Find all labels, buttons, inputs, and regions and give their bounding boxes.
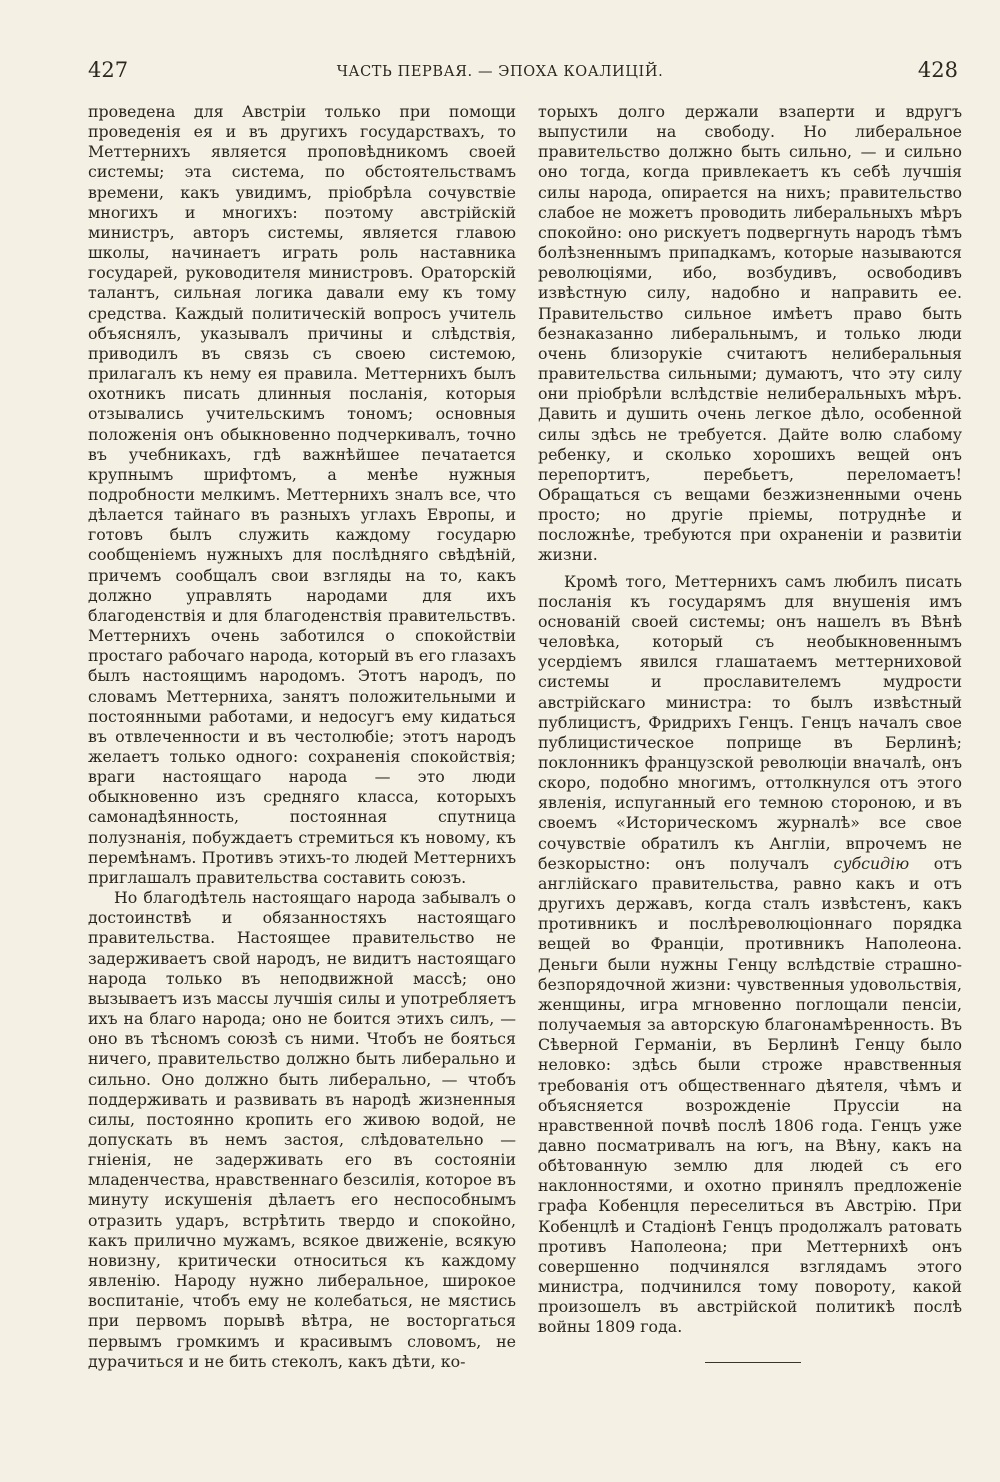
right-column — [538, 102, 962, 1338]
paragraph: торыхъ долго держали взаперти и вдругъ выпустили на свободу. Но либеральное правительство должно быть сильно, — и сильно оно тогда, когда привлекаетъ къ себѣ лучшія силы народа, опирается на нихъ; правительство слабое не можетъ проводить либеральныхъ мѣръ спокойно: оно рискуетъ подвергнуть народъ тѣмъ болѣзненнымъ припадкамъ, которые называются революціями, ибо, возбудивъ, освободивъ извѣстную силу, надобно и направить ее. Правительство сильное имѣетъ право быть безнаказанно либеральнымъ, и только люди очень близорукіе считаютъ нелиберальныя правительства сильными; думаютъ, что эту силу они пріобрѣли вслѣдствіе нелиберальныхъ мѣръ. Давить и душить очень легкое дѣло, особенной силы здѣсь не требуется. Дайте волю слабому ребенку, и сколько хорошихъ вещей онъ перепортитъ, перебьетъ, переломаетъ! Обращаться съ вещами безжизненными очень просто; но другіе пріемы, потруднѣе и посложнѣе, требуются при охраненіи и развитіи жизни. — [538, 102, 962, 565]
running-title: ЧАСТЬ ПЕРВАЯ. — ЭПОХА КОАЛИЦІЙ. — [336, 64, 664, 80]
section-end-rule — [705, 1362, 801, 1363]
paragraph: проведена для Австріи только при помощи проведенія ея и въ другихъ государствахъ, то Меттернихъ является проповѣдникомъ своей системы; эта система, по обстоятельствамъ времени, какъ увидимъ, пріобрѣла сочувствіе многихъ и многихъ: поэтому австрійскій министръ, авторъ системы, является главою школы, начинаетъ играть роль наставника государей, руководителя министровъ. Ораторскій талантъ, сильная логика давали ему къ тому средства. Каждый политическій вопросъ учитель объяснялъ, указывалъ причины и слѣдствія, приводилъ въ связь съ своею системою, прилагалъ къ нему ея правила. Меттернихъ былъ охотникъ писать длинныя посланія, которыя отзывались учительскимъ тономъ; основныя положенія онъ обыкновенно подчеркивалъ, точно въ учебникахъ, гдѣ важнѣйшее печатается крупнымъ шрифтомъ, а менѣе нужныя подробности мелкимъ. Меттернихъ зналъ все, что дѣлается тайнаго въ разныхъ углахъ Европы, и готовъ былъ служить каждому государю сообщеніемъ нужныхъ для послѣдняго свѣдѣній, причемъ сообщалъ свои взгляды на то, какъ должно управлять народами для ихъ благоденствія и для благоденствія правительствъ. Меттернихъ очень заботился о спокойствіи простаго рабочаго народа, который въ его глазахъ былъ настоящимъ народомъ. Этотъ народъ, по словамъ Меттерниха, занятъ положительными и постоянными работами, и недосугъ ему кидаться въ отвлеченности и въ честолюбіе; этотъ народъ желаетъ только одного: сохраненія спокойствія; враги настоящаго народа — это люди обыкновенно изъ средняго класса, которыхъ самонадѣянность, постоянная спутница полузнанія, побуждаетъ стремиться къ новому, къ перемѣнамъ. Противъ этихъ-то людей Меттернихъ приглашалъ правительства составить союзъ. — [88, 102, 516, 887]
paragraph: Но благодѣтель настоящаго народа забывалъ о достоинствѣ и обязанностяхъ настоящаго правительства. Настоящее правительство не задерживаетъ свой народъ, не видитъ настоящаго народа только въ неподвижной массѣ; оно вызываетъ изъ массы лучшія силы и употребляетъ ихъ на благо народа; оно не боится этихъ силъ, — оно въ тѣсномъ союзѣ съ ними. Чтобъ не бояться ничего, правительство должно быть либерально и сильно. Оно должно быть либерально, — чтобъ поддерживать и развивать въ народѣ жизненныя силы, постоянно кропить его живою водой, не допускать въ немъ застоя, слѣдовательно — гніенія, не задерживать его въ состояніи младенчества, нравственнаго безсилія, которое въ минуту искушенія дѣлаетъ его неспособнымъ отразить ударъ, встрѣтить твердо и спокойно, какъ прилично мужамъ, всякое движеніе, всякую новизну, критически относиться къ каждому явленію. Народу нужно либеральное, широкое воспитаніе, чтобъ ему не колебаться, не мястись при первомъ порывѣ вѣтра, не восторгаться первымъ громкимъ и красивымъ словомъ, не дурачиться и не бить стеколъ, какъ дѣти, ко- — [88, 888, 516, 1371]
left-column — [88, 102, 516, 1372]
paragraph-text: Кромѣ того, Меттернихъ самъ любилъ писать посланія къ государямъ для внушенія имъ основаній своей системы; онъ нашелъ въ Вѣнѣ человѣка, который съ необыкновеннымъ усердіемъ явился глашатаемъ меттерниховой системы и прославителемъ мудрости австрійскаго министра: то былъ извѣстный публицистъ, Фридрихъ Генцъ. Генцъ началъ свое публицистическое поприще въ Берлинѣ; поклонникъ французской революціи вначалѣ, онъ скоро, подобно многимъ, оттолкнулся отъ этого явленія, испуганный его темною стороною, и въ своемъ «Историческомъ журналѣ» все свое сочувствіе обратилъ къ Англіи, впрочемъ не безкорыстно: онъ получалъ — [538, 571, 962, 873]
page-number-right: 428 — [917, 58, 958, 82]
page-header — [0, 58, 1000, 88]
paragraph-text: отъ англійскаго правительства, равно какъ и отъ другихъ державъ, когда сталъ извѣстенъ, какъ противникъ и послѣреволюціоннаго порядка вещей во Франціи, противникъ Наполеона. Деньги были нужны Генцу вслѣдствіе страшно-безпорядочной жизни: чувственныя удовольствія, женщины, игра мгновенно поглощали пенсіи, получаемыя за авторскую благонамѣренность. Въ Сѣверной Германіи, въ Берлинѣ Генцу было неловко: здѣсь были строже нравственныя требованія отъ общественнаго дѣятеля, чѣмъ и объясняется возрожденіе Пруссіи на нравственной почвѣ послѣ 1806 года. Генцъ уже давно посматривалъ на югъ, на Вѣну, какъ на обѣтованную землю для людей съ его наклонностями, и охотно принялъ предложеніе графа Кобенцля переселиться въ Австрію. При Кобенцлѣ и Стадіонѣ Генцъ продолжалъ ратовать противъ Наполеона; при Меттернихѣ онъ совершенно подчинялся взглядамъ этого министра, подчинился тому повороту, какой произошелъ въ австрійской политикѣ послѣ войны 1809 года. — [538, 853, 962, 1337]
emphasized-word: субсидію — [833, 853, 910, 873]
paragraph — [538, 572, 962, 1338]
page-number-left: 427 — [88, 58, 129, 82]
